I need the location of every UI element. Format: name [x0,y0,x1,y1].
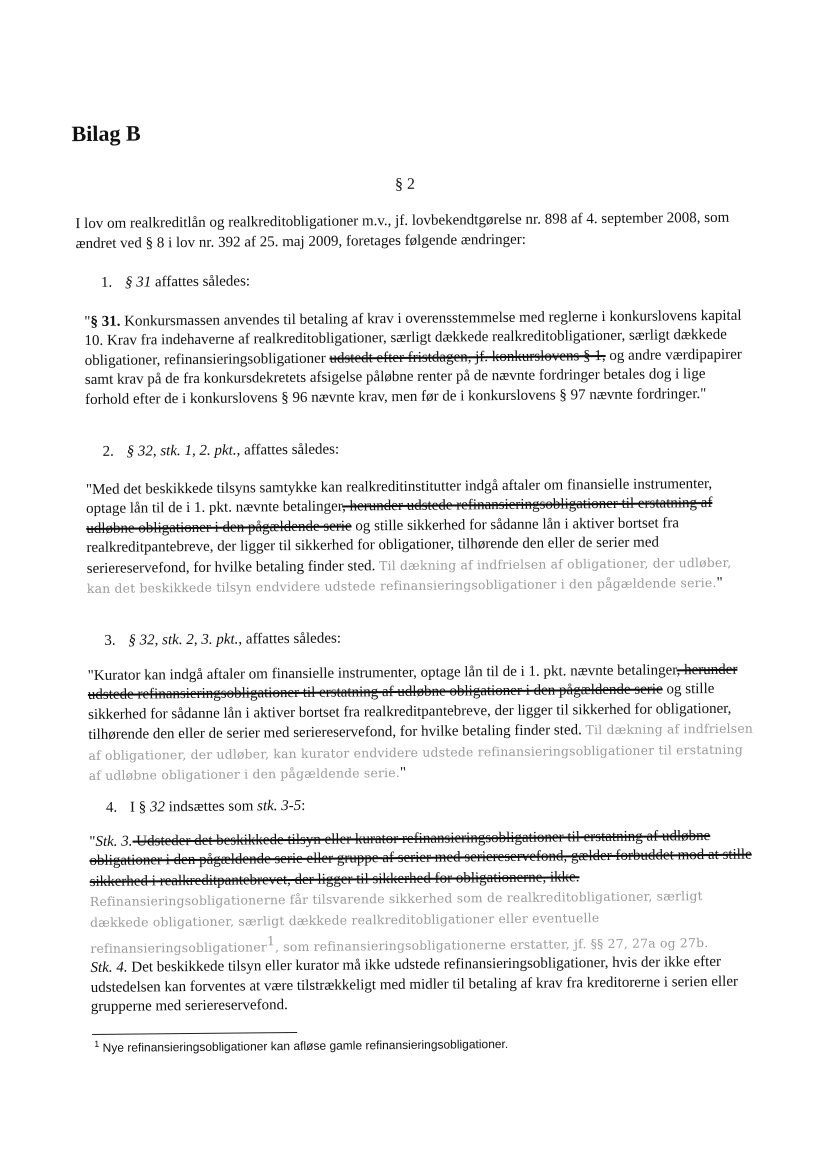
document-heading: Bilag B [71,120,141,147]
quote-close: " [399,764,407,782]
item-number: 3. [104,632,116,649]
quote-text: og stille sikkerhed for sådanne lån i aktiver bortset fra realkreditpantebreve, der ligger til sikkerhed for obligationer, tilhørende den eller de serier med seriereservefond, for hvilke betaling finder sted. [88,681,732,744]
struck-text: , herunder udstede refinansieringsobligationer til erstatning af udløbne obligationer i den pågældende serie [87,661,738,704]
stk-4-label: Stk. 4. [90,960,128,977]
added-text: Til dækning af indfrielsen af obligationer, der udløber, kan kurator endvidere udstede refinansieringsobligationer til erstatning af udløbne obligationer i den pågældende serie. [88,720,754,784]
quote-text: Konkursmassen anvendes til betaling af krav i overensstemmelse med reglerne i konkurslovens kapital 10. Krav fra indehaverne af realkreditobligationer, særligt dækkede realkreditobligationer, særligt dækkede obligationer, refinansieringsobligationer [84,307,742,369]
item-reference-2: stk. 3-5 [257,797,302,815]
item-text: , affattes således: [236,441,340,459]
quote-open: " [89,833,96,850]
quote-text: og stille sikkerhed for sådanne lån i aktiver bortset fra realkreditpantebreve, der ligger til sikkerhed for obligationer, tilhørende den eller de serier med seriereservefond, for hvilke betaling finder sted. [86,515,680,577]
struck-text: Udsteder det beskikkede tilsyn eller kurator refinansieringsobligationer til erstatning af udløbne obligationer i den pågældende serie eller gruppe af serier med seriereservefond, gælder forbuddet mod at stille sikkerhed i realkreditpantebrevet, der ligger til sikkerhed for obligationerne, ikke. [89,828,752,890]
item-reference: § 31 [124,274,152,291]
quote-text: "Med det beskikkede tilsyns samtykke kan realkreditinstitutter indgå aftaler om finansielle instrumenter, optage lån til de i 1. pkt. nævnte betalinger [85,475,713,518]
intro-paragraph: I lov om realkreditlån og realkreditobligationer m.v., jf. lovbekendtgørelse nr. 898 af 4. september 2008, som ændret ved § 8 i lov nr. 392 af 25. maj 2009, foretages følgende ændringer: [75,209,730,253]
item-number: 1. [100,274,113,291]
quote-paragraph-4 [89,827,759,1018]
quote-paragraph-3 [88,661,757,787]
footnote-reference[interactable]: 1 [266,933,276,949]
amendment-item-4 [106,798,306,817]
footnote-divider [92,1032,297,1035]
added-text: Til dækning af indfrielsen af obligationer, der udløber, kan det beskikkede tilsyn endvidere udstede refinansieringsobligationer i den pågældende serie. [86,554,732,597]
quote-paragraph-1 [84,307,753,410]
item-prefix: I § [129,799,151,816]
quote-text: Det beskikkede tilsyn eller kurator må ikke udstede refinansieringsobligationer, hvis der ikke efter udstedelsen kan forventes at være tilstrækkeligt med midler til betaling af krav fra kreditorerne i serien eller grupperne med seriereservefond. [90,954,739,1016]
added-text: Refinansieringsobligationerne får tilsvarende sikkerhed som de realkreditobligationer, særligt dækkede obligationer, særligt dækkede realkreditobligationer eller eventuelle refinansieringsobligationer [89,888,703,957]
item-text: : [301,797,306,814]
item-middle: indsættes som [164,798,258,816]
item-reference: § 32, stk. 2, 3. pkt. [128,631,239,649]
quote-paragraph-2 [86,475,755,600]
quote-text: "Kurator kan indgå aftaler om finansielle instrumenter, optage lån til de i 1. pkt. nævnte betalinger [87,662,677,685]
footnote-number: 1 [94,1038,100,1049]
amendment-item-2 [102,442,339,461]
footnote [94,1035,508,1055]
amendment-item-1 [101,273,250,291]
struck-text: , herunder udstede refinansieringsobligationer til erstatning af udløbne obligationer i den pågældende serie [86,495,713,537]
item-number: 4. [105,799,118,816]
item-text: affattes således: [151,273,251,291]
struck-text: udstedt efter fristdagen, jf. konkurslovens § 1, [329,347,606,367]
item-number: 2. [102,443,114,460]
item-reference: 32 [149,799,166,816]
amendment-item-3 [104,631,341,650]
quote-close: " [716,574,723,591]
item-text: , affattes således: [238,630,342,648]
footnote-text: Nye refinansieringsobligationer kan afløse gamle refinansieringsobligationer. [99,1036,509,1055]
stk-3-label: Stk. 3. [95,833,133,850]
quote-open: " [84,313,91,331]
quote-text: og andre værdipapirer samt krav på de fra konkursdekretets afsigelse påløbne renter på de nævnte fordringer betales dog i lige forhold efter de i konkurslovens § 96 nævnte krav, men før de i konkurslovens § 97 nævnte fordringer." [84,346,742,408]
item-reference: § 32, stk. 1, 2. pkt. [126,442,237,460]
added-text: , som refinansieringsobligationerne erstatter, jf. §§ 27, 27a og 27b. [274,935,709,955]
section-number: § 2 [394,175,416,194]
paragraph-lead: § 31. [90,313,121,330]
